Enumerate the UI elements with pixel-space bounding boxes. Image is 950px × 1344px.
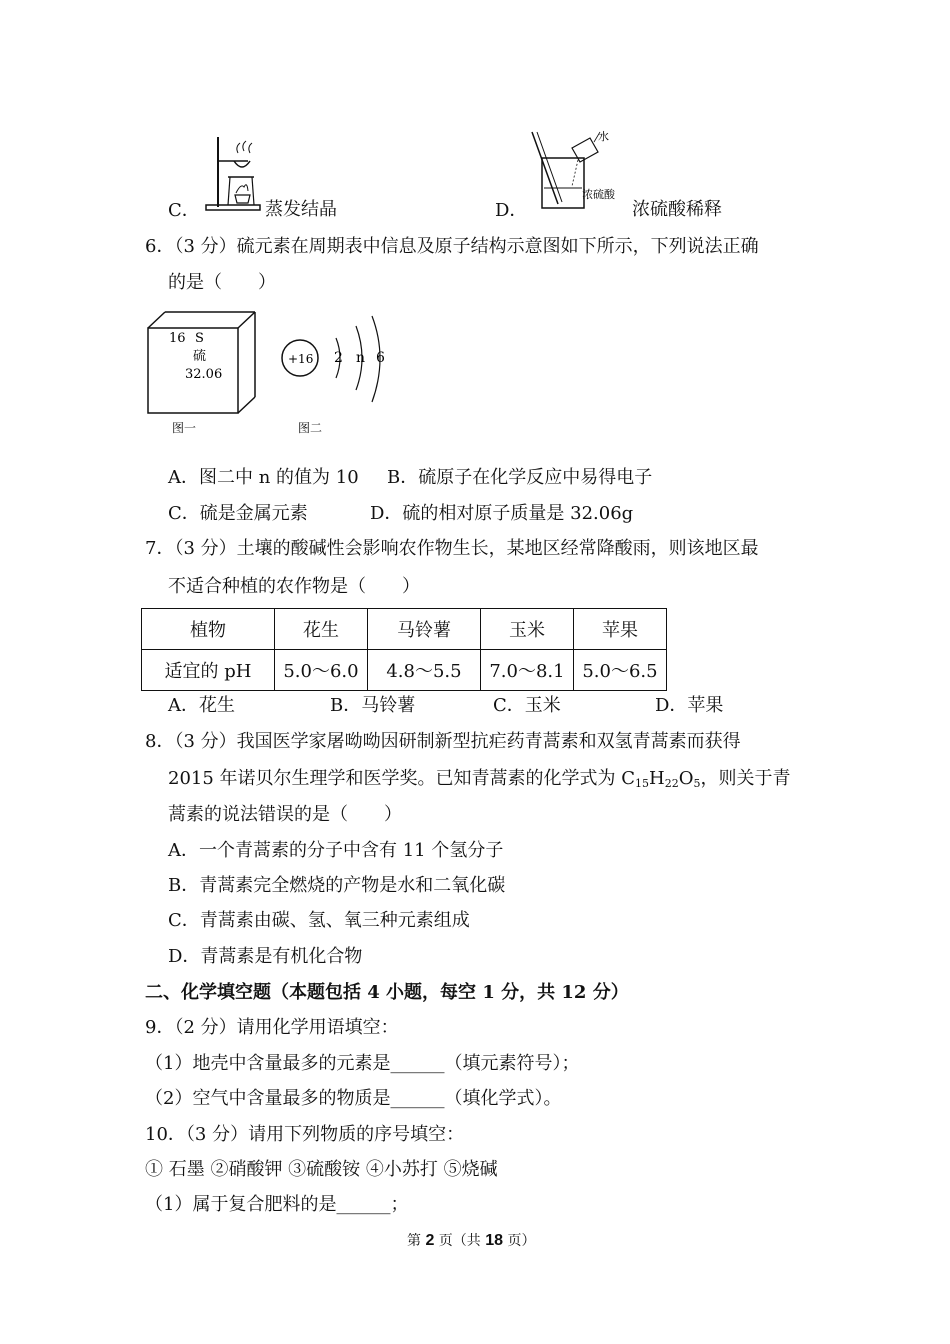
table-cell: 适宜的 pH <box>142 650 275 691</box>
element-symbol: S <box>195 331 204 346</box>
q7-option-c: C．玉米 <box>493 695 561 716</box>
q10-stem: 10．（3 分）请用下列物质的序号填空： <box>145 1124 465 1145</box>
q6-stem-line2: 的是（ ） <box>168 272 276 293</box>
q6-option-d: D．硫的相对原子质量是 32.06g <box>370 503 634 524</box>
table-header-cell: 苹果 <box>574 609 667 650</box>
total-pages: 18 <box>485 1232 504 1249</box>
footer-text: 页） <box>503 1233 536 1249</box>
q6-option-c: C．硫是金属元素 <box>168 503 308 524</box>
table-header-cell: 花生 <box>275 609 368 650</box>
formula-subscript: 22 <box>664 777 679 790</box>
sulfur-atomic-structure-figure <box>278 312 390 412</box>
q7-option-a: A．花生 <box>168 695 235 716</box>
figure-1-caption: 图一 <box>172 421 197 435</box>
q8-stem-text: 2015 年诺贝尔生理学和医学奖。已知青蒿素的化学式为 C <box>168 768 636 789</box>
element-name: 硫 <box>193 349 207 364</box>
table-cell: 4.8～5.5 <box>368 650 481 691</box>
table-row <box>142 609 667 650</box>
q5-option-c-label: C． <box>168 200 200 221</box>
evaporation-apparatus-figure <box>204 133 264 213</box>
table-header-cell: 植物 <box>142 609 275 650</box>
formula-element: H <box>649 768 665 789</box>
footer-text: 第 <box>407 1233 426 1249</box>
dilution-apparatus-figure <box>528 128 632 214</box>
section-2-title: 二、化学填空题（本题包括 4 小题，每空 1 分，共 12 分） <box>145 982 629 1003</box>
q6-option-a: A．图二中 n 的值为 10 <box>168 467 359 488</box>
q7-option-d: D．苹果 <box>655 695 724 716</box>
page-number: 2 <box>425 1232 435 1249</box>
q9-part-2: （2）空气中含量最多的物质是______（填化学式）。 <box>145 1088 562 1109</box>
q5-option-d-label: D． <box>495 200 528 221</box>
q8-option-b: B．青蒿素完全燃烧的产物是水和二氧化碳 <box>168 875 506 896</box>
q8-stem-line2 <box>168 767 791 796</box>
q8-option-d: D．青蒿素是有机化合物 <box>168 946 363 967</box>
water-label: 水 <box>598 130 609 143</box>
q10-items: ① 石墨 ②硝酸钾 ③硫酸铵 ④小苏打 ⑤烧碱 <box>145 1159 498 1180</box>
q8-option-c: C．青蒿素由碳、氢、氧三种元素组成 <box>168 910 470 931</box>
concentrated-acid-label: 浓硫酸 <box>582 188 615 201</box>
table-header-cell: 马铃薯 <box>368 609 481 650</box>
q6-stem-line1: 6．（3 分）硫元素在周期表中信息及原子结构示意图如下所示，下列说法正确 <box>145 236 759 257</box>
page-footer <box>407 1230 536 1250</box>
electron-shell-1: 2 <box>334 350 343 366</box>
formula-element: O <box>678 768 694 789</box>
ph-table <box>141 608 667 691</box>
table-cell: 5.0～6.5 <box>574 650 667 691</box>
formula-subscript: 5 <box>693 777 701 790</box>
footer-text: 页（共 <box>434 1233 486 1249</box>
nucleus-charge: +16 <box>288 352 314 366</box>
table-header-cell: 玉米 <box>481 609 574 650</box>
q7-option-b: B．马铃薯 <box>330 695 416 716</box>
q6-option-b: B．硫原子在化学反应中易得电子 <box>387 467 653 488</box>
q8-stem-line1: 8．（3 分）我国医学家屠呦呦因研制新型抗疟药青蒿素和双氢青蒿素而获得 <box>145 731 741 752</box>
atomic-number: 16 <box>169 331 186 346</box>
sulfur-periodic-cell-figure <box>145 308 260 416</box>
q7-stem-line2: 不适合种植的农作物是（ ） <box>168 576 420 597</box>
figure-2-caption: 图二 <box>298 421 323 435</box>
table-cell: 5.0～6.0 <box>275 650 368 691</box>
q9-stem: 9．（2 分）请用化学用语填空： <box>145 1017 399 1038</box>
q8-stem-line3: 蒿素的说法错误的是（ ） <box>168 804 402 825</box>
atomic-mass: 32.06 <box>185 367 223 382</box>
electron-shell-2: n <box>356 350 366 366</box>
q8-option-a: A．一个青蒿素的分子中含有 11 个氢分子 <box>168 840 504 861</box>
q5-option-d-text: 浓硫酸稀释 <box>632 199 722 220</box>
table-row <box>142 650 667 691</box>
q10-part-1: （1）属于复合肥料的是______； <box>145 1194 409 1215</box>
electron-shell-3: 6 <box>376 350 385 366</box>
q9-part-1: （1）地壳中含量最多的元素是______（填元素符号）； <box>145 1053 580 1074</box>
formula-subscript: 15 <box>635 777 650 790</box>
table-cell: 7.0～8.1 <box>481 650 574 691</box>
q8-stem-text: ，则关于青 <box>700 768 791 789</box>
q5-option-c-text: 蒸发结晶 <box>265 199 337 220</box>
q7-stem-line1: 7．（3 分）土壤的酸碱性会影响农作物生长，某地区经常降酸雨，则该地区最 <box>145 538 759 559</box>
